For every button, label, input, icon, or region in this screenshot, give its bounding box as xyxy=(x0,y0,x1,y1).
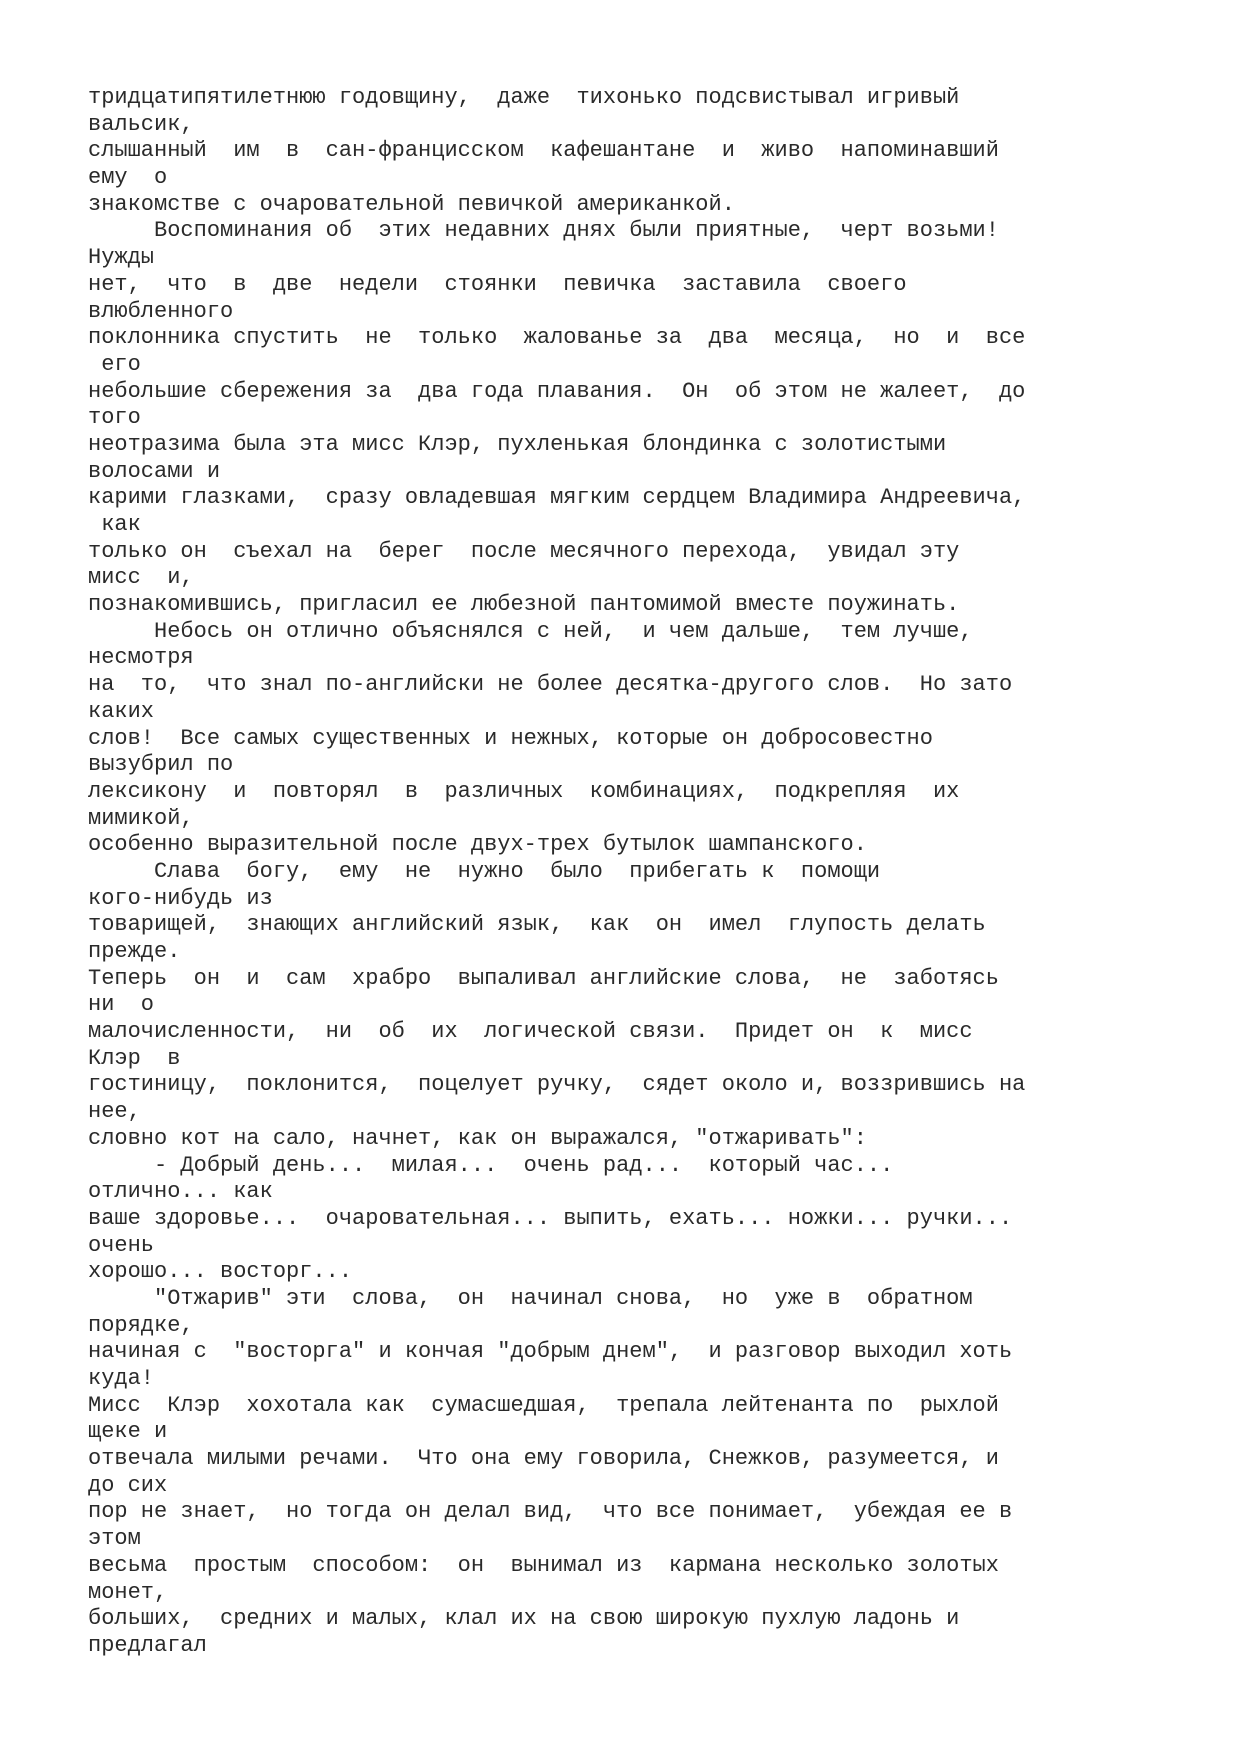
text-line: ваше здоровье... очаровательная... выпить, ехать... ножки... ручки... xyxy=(88,1205,1013,1231)
text-line: слов! Все самых существенных и нежных, которые он добросовестно xyxy=(88,725,933,751)
text-line: лексикону и повторял в различных комбинациях, подкрепляя их xyxy=(88,778,960,804)
text-line: прежде. xyxy=(88,939,181,964)
text-line: нет, что в две недели стоянки певичка заставила своего xyxy=(88,271,907,297)
text-line: ему о xyxy=(88,165,168,191)
text-line: пор не знает, но тогда он делал вид, что все понимает, убеждая ее в xyxy=(88,1499,1013,1525)
text-line: хорошо... восторг... xyxy=(88,1259,353,1285)
text-line: Мисс Клэр хохотала как сумасшедшая, трепала лейтенанта по рыхлой xyxy=(88,1392,999,1418)
text-line: его xyxy=(88,351,141,377)
text-line: Воспоминания об этих недавних днях были приятные, черт возьми! xyxy=(88,218,999,244)
text-line: щеке и xyxy=(88,1419,168,1445)
text-line: несмотря xyxy=(88,645,194,671)
text-line: товарищей, знающих английский язык, как он имел глупость делать xyxy=(88,912,986,938)
text-line: неотразима была эта мисс Клэр, пухленькая блондинка с золотистыми xyxy=(88,431,947,457)
text-line: познакомившись, пригласил ее любезной пантомимой вместе поужинать. xyxy=(88,592,960,618)
text-line: слышанный им в сан-францисском кафешантане и живо напоминавший xyxy=(88,138,999,164)
text-line: начиная с "восторга" и кончая "добрым днем", и разговор выходил хоть xyxy=(88,1339,1013,1365)
text-line: особенно выразительной после двух-трех бутылок шампанского. xyxy=(88,832,867,858)
text-line: мисс и, xyxy=(88,565,194,591)
text-line: - Добрый день... милая... очень рад... который час... xyxy=(88,1152,894,1178)
text-line: карими глазками, сразу овладевшая мягким сердцем Владимира Андреевича, xyxy=(88,485,1026,511)
text-line: как xyxy=(88,512,141,537)
text-line: на то, что знал по-английски не более десятка-другого слов. Но зато xyxy=(88,672,1013,698)
text-line: каких xyxy=(88,698,155,724)
text-line: кого-нибудь из xyxy=(88,885,273,911)
text-line: до сих xyxy=(88,1472,168,1498)
text-line: Слава богу, ему не нужно было прибегать к помощи xyxy=(88,858,881,884)
text-line: Теперь он и сам храбро выпаливал английские слова, не заботясь xyxy=(88,965,999,991)
text-line: этом xyxy=(88,1526,141,1552)
text-line: весьма простым способом: он вынимал из кармана несколько золотых xyxy=(88,1552,999,1578)
text-line: монет, xyxy=(88,1579,168,1605)
text-line: словно кот на сало, начнет, как он выражался, "отжаривать": xyxy=(88,1125,867,1151)
text-line: тридцатипятилетнюю годовщину, даже тихонько подсвистывал игривый xyxy=(88,85,960,110)
text-line: Клэр в xyxy=(88,1045,181,1071)
text-line: больших, средних и малых, клал их на свою широкую пухлую ладонь и xyxy=(88,1606,960,1632)
text-line: мимикой, xyxy=(88,805,194,831)
text-line: предлагал xyxy=(88,1632,207,1658)
text-line: Небось он отлично объяснялся с ней, и чем дальше, тем лучше, xyxy=(88,618,973,644)
text-line: Нужды xyxy=(88,245,155,271)
text-line: вальсик, xyxy=(88,111,194,137)
text-line: очень xyxy=(88,1232,155,1258)
text-line: вызубрил по xyxy=(88,752,234,778)
text-line: нее, xyxy=(88,1099,141,1125)
text-line: гостиницу, поклонится, поцелует ручку, сядет около и, воззрившись на xyxy=(88,1072,1026,1098)
text-line: порядке, xyxy=(88,1312,194,1338)
text-line: "Отжарив" эти слова, он начинал снова, но уже в обратном xyxy=(88,1285,973,1311)
text-line: ни о xyxy=(88,992,155,1018)
text-line: куда! xyxy=(88,1366,155,1391)
document-page xyxy=(88,85,1208,1660)
text-line: небольшие сбережения за два года плавания. Он об этом не жалеет, до xyxy=(88,378,1026,404)
text-line: отвечала милыми речами. Что она ему говорила, Снежков, разумеется, и xyxy=(88,1446,999,1472)
text-line: того xyxy=(88,405,141,431)
text-line: отлично... как xyxy=(88,1179,273,1205)
text-line: влюбленного xyxy=(88,298,234,324)
text-line: знакомстве с очаровательной певичкой американкой. xyxy=(88,191,735,217)
text-line: поклонника спустить не только жалованье за два месяца, но и все xyxy=(88,325,1026,351)
text-line: волосами и xyxy=(88,458,221,484)
text-line: малочисленности, ни об их логической связи. Придет он к мисс xyxy=(88,1019,973,1045)
text-line: только он съехал на берег после месячного перехода, увидал эту xyxy=(88,538,960,564)
